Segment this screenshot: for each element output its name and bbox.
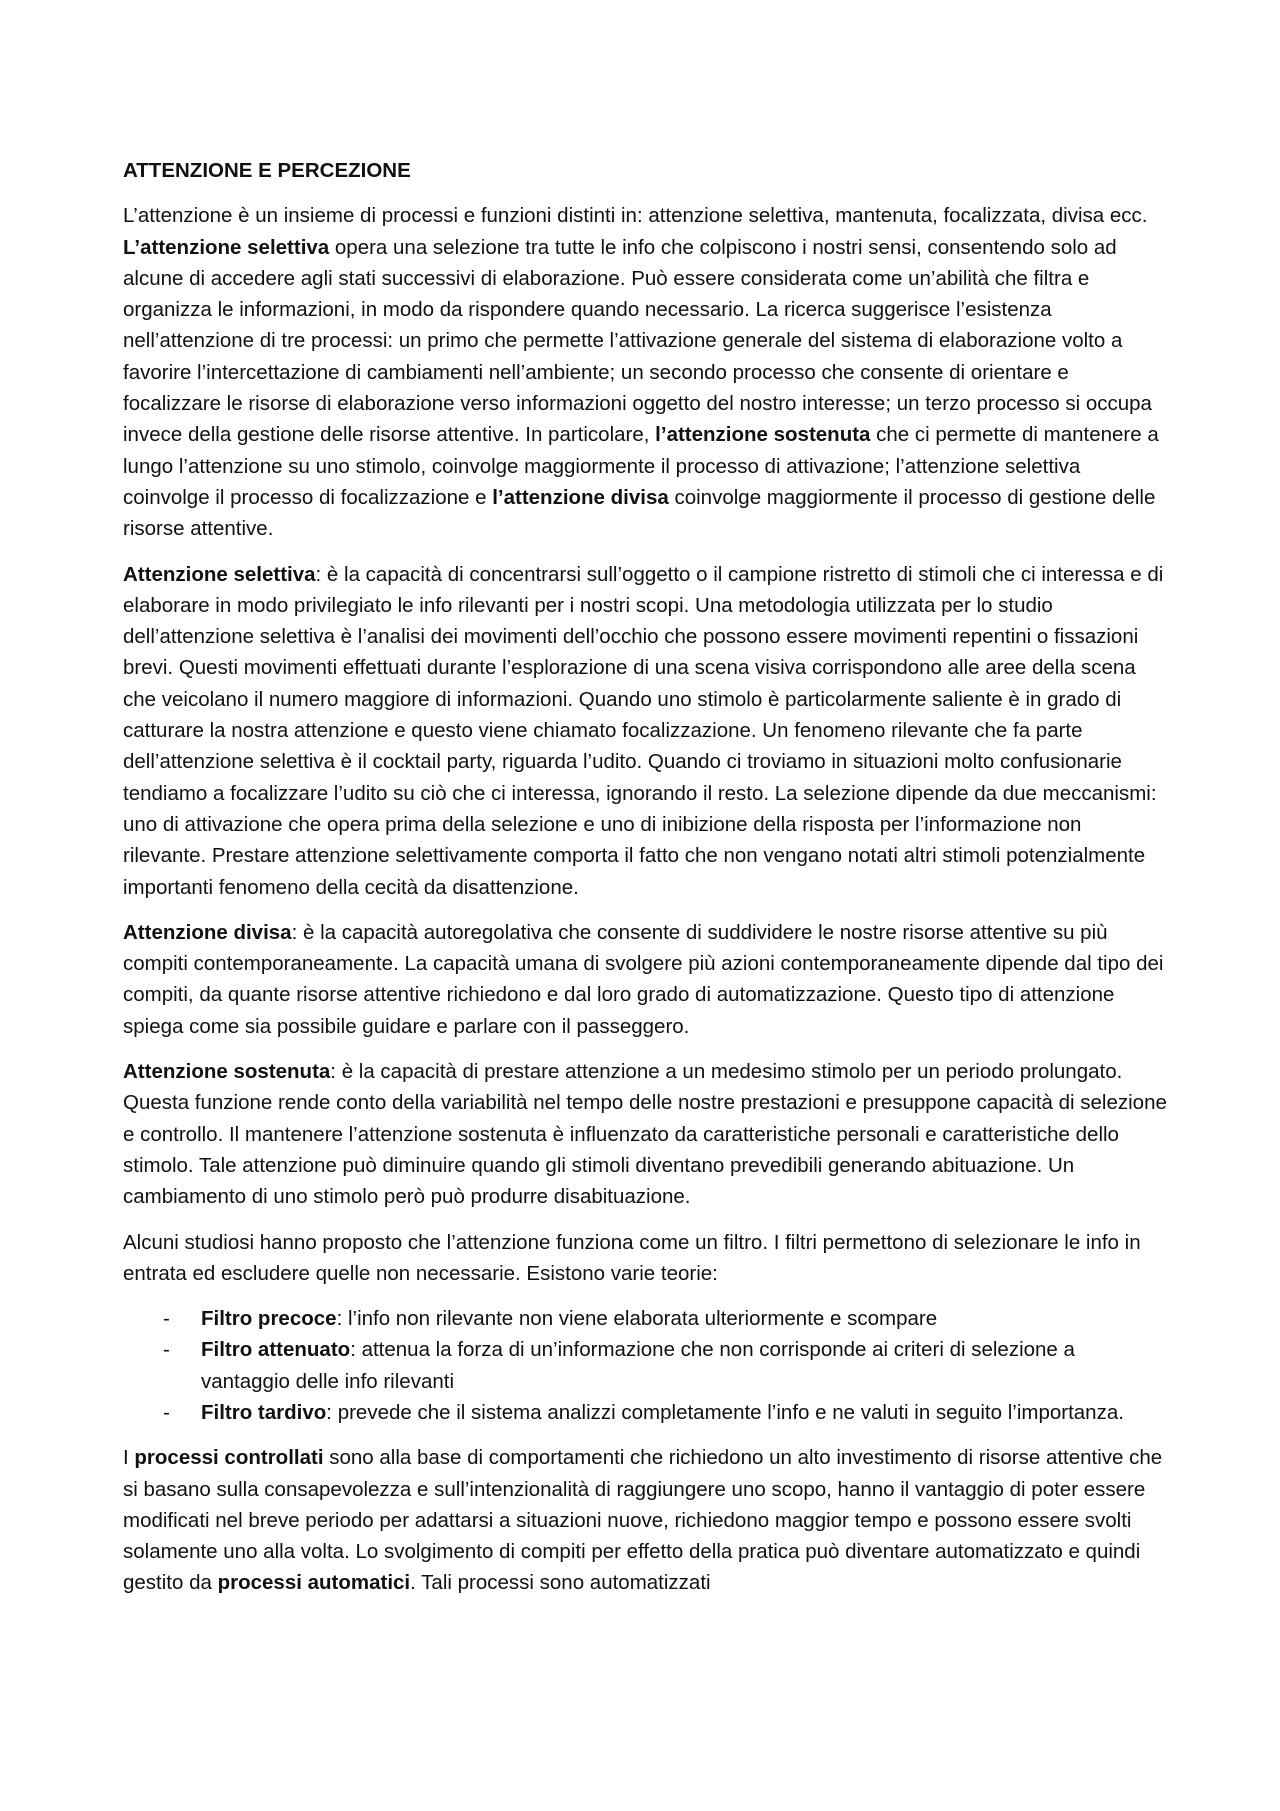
- term-filtro-precoce: Filtro precoce: [201, 1307, 337, 1331]
- divided-attention-paragraph: Attenzione divisa: è la capacità autoregolativa che consente di suddividere le nostre risorse attentive su più compiti contemporaneamente. La capacità umana di svolgere più azioni contemporaneamente dipende dal tipo dei compiti, da quante risorse attentive richiedono e dal loro grado di automatizzazione. Questo tipo di attenzione spiega come sia possibile guidare e parlare con il passeggero.: [123, 920, 1164, 1038]
- document-page: [123, 155, 1168, 1613]
- heading-attenzione-selettiva: Attenzione selettiva: [123, 562, 316, 586]
- selective-attention-paragraph: Attenzione selettiva: è la capacità di concentrarsi sull’oggetto o il campione ristretto di stimoli che ci interessa e di elaborare in modo privilegiato le info rilevanti per i nostri scopi. Una metodologia utilizzata per lo studio dell’attenzione selettiva è l’analisi dei movimenti dell’occhio che possono essere movimenti repentini o fissazioni brevi. Questi movimenti effettuati durante l’esplorazione di una scena visiva corrispondono alle aree della scena che veicolano il numero maggiore di informazioni. Quando uno stimolo è particolarmente saliente è in grado di catturare la nostra attenzione e questo viene chiamato focalizzazione. Un fenomeno rilevante che fa parte dell’attenzione selettiva è il cocktail party, riguarda l’udito. Quando ci troviamo in situazioni molto confusionarie tendiamo a focalizzare l’udito su ciò che ci interessa, ignorando il resto. La selezione dipende da due meccanismi: uno di attivazione che opera prima della selezione e uno di inibizione della risposta per l’informazione non rilevante. Prestare attenzione selettivamente comporta il fatto che non vengano notati altri stimoli potenzialmente importanti fenomeno della cecità da disattenzione.: [123, 562, 1164, 899]
- term-processi-controllati: processi controllati: [134, 1446, 324, 1470]
- term-filtro-tardivo: Filtro tardivo: [201, 1400, 327, 1424]
- document-title: ATTENZIONE E PERCEZIONE: [123, 159, 411, 182]
- heading-attenzione-divisa: Attenzione divisa: [123, 920, 292, 944]
- bullet-dash: -: [163, 1400, 170, 1424]
- controlled-processes-paragraph: I processi controllati sono alla base di comportamenti che richiedono un alto investimento di risorse attentive che si basano sulla consapevolezza e sull’intenzionalità di raggiungere uno scopo, hanno il vantaggio di poter essere modificati nel breve periodo per adattarsi a situazioni nuove, richiedono maggior tempo e possono essere svolti solamente uno alla volta. Lo svolgimento di compiti per effetto della pratica può diventare automatizzato e quindi gestito da processi automatici. Tali processi sono automatizzati: [123, 1446, 1163, 1595]
- list-item: - Filtro attenuato: attenua la forza di un’informazione che non corrisponde ai criteri di selezione a vantaggio delle info rilevanti: [123, 1334, 1168, 1397]
- filter-intro-paragraph: Alcuni studiosi hanno proposto che l’attenzione funziona come un filtro. I filtri permettono di selezionare le info in entrata ed escludere quelle non necessarie. Esistono varie teorie:: [123, 1230, 1141, 1285]
- heading-attenzione-sostenuta: Attenzione sostenuta: [123, 1060, 331, 1084]
- list-item: - Filtro tardivo: prevede che il sistema analizzi completamente l’info e ne valuti in seguito l’importanza.: [123, 1397, 1168, 1428]
- term-processi-automatici: processi automatici: [217, 1571, 411, 1595]
- term-attenzione-divisa: l’attenzione divisa: [492, 485, 669, 509]
- term-filtro-attenuato: Filtro attenuato: [201, 1338, 351, 1362]
- intro-paragraph: L’attenzione è un insieme di processi e funzioni distinti in: attenzione selettiva, mantenuta, focalizzata, divisa ecc. L’attenzione selettiva opera una selezione tra tutte le info che colpiscono i nostri sensi, consentendo solo ad alcune di accedere agli stati successivi di elaborazione. Può essere considerata come un’abilità che filtra e organizza le informazioni, in modo da rispondere quando necessario. La ricerca suggerisce l’esistenza nell’attenzione di tre processi: un primo che permette l’attivazione generale del sistema di elaborazione volto a favorire l’intercettazione di cambiamenti nell’ambiente; un secondo processo che consente di orientare e focalizzare le risorse di elaborazione verso informazioni oggetto del nostro interesse; un terzo processo si occupa invece della gestione delle risorse attentive. In particolare, l’attenzione sostenuta che ci permette di mantenere a lungo l’attenzione su uno stimolo, coinvolge maggiormente il processo di attivazione; l’attenzione selettiva coinvolge il processo di focalizzazione e l’attenzione divisa coinvolge maggiormente il processo di gestione delle risorse attentive.: [123, 204, 1159, 541]
- bullet-dash: -: [163, 1307, 170, 1331]
- sustained-attention-paragraph: Attenzione sostenuta: è la capacità di prestare attenzione a un medesimo stimolo per un periodo prolungato. Questa funzione rende conto della variabilità nel tempo delle nostre prestazioni e presuppone capacità di selezione e controllo. Il mantenere l’attenzione sostenuta è influenzato da caratteristiche personali e caratteristiche dello stimolo. Tale attenzione può diminuire quando gli stimoli diventano prevedibili generando abituazione. Un cambiamento di uno stimolo però può produrre disabituazione.: [123, 1060, 1167, 1209]
- term-attenzione-sostenuta: l’attenzione sostenuta: [655, 423, 871, 447]
- bullet-dash: -: [163, 1338, 170, 1362]
- filter-theories-list: [123, 1303, 1168, 1428]
- list-item: - Filtro precoce: l’info non rilevante non viene elaborata ulteriormente e scompare: [123, 1303, 1168, 1334]
- term-attenzione-selettiva: L’attenzione selettiva: [123, 235, 330, 259]
